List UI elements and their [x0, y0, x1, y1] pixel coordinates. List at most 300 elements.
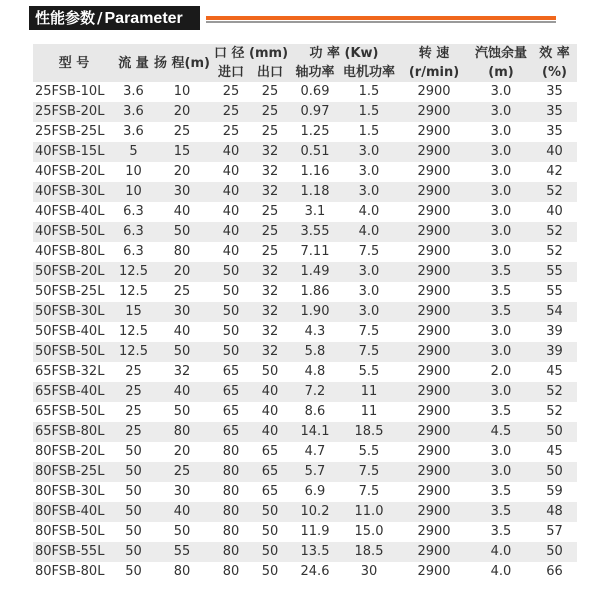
table-cell: 50 [250, 522, 290, 542]
table-cell: 32 [250, 282, 290, 302]
table-cell: 40 [212, 242, 250, 262]
table-cell: 50 [115, 462, 152, 482]
table-cell: 0.97 [290, 102, 340, 122]
table-cell: 2900 [398, 362, 470, 382]
table-cell: 4.3 [290, 322, 340, 342]
header-inlet: 进口 [212, 63, 250, 82]
header-speed-label: 转 速 [418, 46, 450, 61]
table-row [33, 322, 577, 342]
header-speed-unit: (r/min) [408, 65, 460, 80]
table-cell: 25 [250, 242, 290, 262]
table-row [33, 82, 577, 102]
table-cell: 2900 [398, 162, 470, 182]
table-cell: 32 [152, 362, 212, 382]
table-cell: 15 [152, 142, 212, 162]
table-cell: 0.69 [290, 82, 340, 102]
table-cell: 1.90 [290, 302, 340, 322]
header-npsh-label: 汽蚀余量 [474, 46, 527, 61]
table-cell: 59 [532, 482, 577, 502]
title-cn: 性能参数 [35, 9, 96, 27]
table-cell: 65 [212, 362, 250, 382]
header-efficiency [532, 44, 577, 82]
table-cell: 50 [212, 262, 250, 282]
table-cell: 7.5 [340, 482, 398, 502]
table-cell: 11.9 [290, 522, 340, 542]
table-cell: 7.11 [290, 242, 340, 262]
table-cell: 50 [250, 362, 290, 382]
table-cell: 3.0 [470, 122, 532, 142]
table-cell: 4.8 [290, 362, 340, 382]
table-cell: 65 [250, 442, 290, 462]
table-cell: 25 [115, 422, 152, 442]
table-cell: 2900 [398, 282, 470, 302]
table-cell: 25 [152, 122, 212, 142]
table-cell: 50 [250, 502, 290, 522]
table-cell: 25FSB-20L [33, 102, 115, 122]
table-cell: 80 [212, 442, 250, 462]
section-title-bar [29, 6, 556, 30]
table-cell: 2900 [398, 422, 470, 442]
table-cell: 12.5 [115, 262, 152, 282]
table-row [33, 222, 577, 242]
table-cell: 2900 [398, 502, 470, 522]
table-cell: 55 [532, 282, 577, 302]
table-cell: 4.0 [340, 202, 398, 222]
table-cell: 65FSB-32L [33, 362, 115, 382]
table-cell: 35 [532, 82, 577, 102]
table-cell: 50FSB-25L [33, 282, 115, 302]
table-cell: 2900 [398, 302, 470, 322]
table-cell: 25 [152, 282, 212, 302]
table-cell: 3.55 [290, 222, 340, 242]
header-flow: 流 量 [115, 44, 152, 82]
table-cell: 12.5 [115, 342, 152, 362]
table-cell: 3.0 [340, 182, 398, 202]
table-cell: 32 [250, 322, 290, 342]
table-row [33, 262, 577, 282]
table-cell: 80FSB-55L [33, 542, 115, 562]
table-cell: 80 [152, 562, 212, 582]
table-cell: 1.49 [290, 262, 340, 282]
table-cell: 39 [532, 322, 577, 342]
parameter-table [33, 44, 577, 582]
table-cell: 50FSB-50L [33, 342, 115, 362]
table-cell: 32 [250, 302, 290, 322]
header-diameter: 口 径 (mm) [213, 46, 289, 61]
table-cell: 65 [212, 382, 250, 402]
table-cell: 15 [115, 302, 152, 322]
table-cell: 30 [152, 182, 212, 202]
table-cell: 80FSB-30L [33, 482, 115, 502]
table-cell: 3.0 [470, 82, 532, 102]
header-motor-power: 电机功率 [340, 63, 398, 82]
table-cell: 2900 [398, 482, 470, 502]
table-cell: 40FSB-20L [33, 162, 115, 182]
table-cell: 65 [212, 402, 250, 422]
table-cell: 50 [212, 342, 250, 362]
table-row [33, 442, 577, 462]
table-cell: 65 [250, 462, 290, 482]
table-cell: 25 [250, 122, 290, 142]
table-cell: 25 [115, 402, 152, 422]
table-cell: 80 [212, 522, 250, 542]
table-cell: 3.5 [470, 402, 532, 422]
table-cell: 40 [212, 202, 250, 222]
header-shaft-power: 轴功率 [290, 63, 340, 82]
table-cell: 1.5 [340, 122, 398, 142]
table-cell: 32 [250, 162, 290, 182]
table-cell: 50 [115, 522, 152, 542]
table-cell: 2900 [398, 462, 470, 482]
table-cell: 80FSB-80L [33, 562, 115, 582]
table-cell: 24.6 [290, 562, 340, 582]
table-row [33, 342, 577, 362]
table-cell: 50 [115, 482, 152, 502]
table-cell: 25 [250, 222, 290, 242]
table-cell: 40 [250, 402, 290, 422]
table-row [33, 282, 577, 302]
table-cell: 3.1 [290, 202, 340, 222]
table-cell: 2900 [398, 82, 470, 102]
table-row [33, 242, 577, 262]
table-cell: 52 [532, 182, 577, 202]
table-cell: 2900 [398, 562, 470, 582]
table-cell: 2900 [398, 182, 470, 202]
table-cell: 50FSB-20L [33, 262, 115, 282]
table-cell: 40 [212, 222, 250, 242]
header-npsh [470, 44, 532, 82]
table-row [33, 462, 577, 482]
header-efficiency-unit: (%) [542, 65, 567, 80]
table-cell: 2900 [398, 262, 470, 282]
table-row [33, 402, 577, 422]
table-cell: 55 [532, 262, 577, 282]
table-cell: 2900 [398, 382, 470, 402]
table-cell: 11 [340, 382, 398, 402]
table-cell: 11.0 [340, 502, 398, 522]
table-cell: 12.5 [115, 322, 152, 342]
table-cell: 3.5 [470, 262, 532, 282]
table-cell: 25FSB-10L [33, 82, 115, 102]
header-npsh-unit: (m) [488, 65, 514, 80]
table-cell: 50 [152, 402, 212, 422]
table-cell: 5.5 [340, 362, 398, 382]
table-cell: 3.5 [470, 502, 532, 522]
table-cell: 20 [152, 442, 212, 462]
table-cell: 5.8 [290, 342, 340, 362]
table-cell: 3.0 [470, 342, 532, 362]
table-cell: 32 [250, 142, 290, 162]
table-cell: 42 [532, 162, 577, 182]
table-cell: 2900 [398, 522, 470, 542]
table-row [33, 182, 577, 202]
table-cell: 80 [212, 482, 250, 502]
table-cell: 40 [152, 322, 212, 342]
table-cell: 80 [152, 242, 212, 262]
table-cell: 25 [212, 82, 250, 102]
table-cell: 3.5 [470, 302, 532, 322]
table-cell: 25FSB-25L [33, 122, 115, 142]
table-cell: 3.0 [470, 462, 532, 482]
table-cell: 2900 [398, 242, 470, 262]
table-cell: 50 [152, 342, 212, 362]
table-cell: 25 [212, 122, 250, 142]
table-cell: 1.16 [290, 162, 340, 182]
table-row [33, 382, 577, 402]
table-cell: 5.5 [340, 442, 398, 462]
table-cell: 50 [115, 562, 152, 582]
table-cell: 3.5 [470, 482, 532, 502]
table-cell: 3.0 [470, 222, 532, 242]
table-cell: 3.0 [470, 202, 532, 222]
title-accent-line [206, 16, 556, 20]
table-cell: 3.0 [470, 382, 532, 402]
table-cell: 14.1 [290, 422, 340, 442]
table-row [33, 482, 577, 502]
table-cell: 50 [532, 422, 577, 442]
table-cell: 52 [532, 242, 577, 262]
table-cell: 1.86 [290, 282, 340, 302]
table-cell: 39 [532, 342, 577, 362]
table-cell: 4.0 [470, 542, 532, 562]
table-cell: 45 [532, 442, 577, 462]
table-cell: 40FSB-30L [33, 182, 115, 202]
table-cell: 30 [340, 562, 398, 582]
table-cell: 32 [250, 262, 290, 282]
table-cell: 50 [115, 502, 152, 522]
table-cell: 1.5 [340, 102, 398, 122]
table-cell: 3.0 [470, 322, 532, 342]
header-speed [398, 44, 470, 82]
table-cell: 40FSB-15L [33, 142, 115, 162]
table-cell: 65 [212, 422, 250, 442]
table-cell: 50FSB-30L [33, 302, 115, 322]
table-cell: 65 [250, 482, 290, 502]
header-efficiency-label: 效 率 [539, 46, 570, 61]
table-cell: 3.5 [470, 282, 532, 302]
table-cell: 4.5 [470, 422, 532, 442]
table-cell: 45 [532, 362, 577, 382]
table-cell: 13.5 [290, 542, 340, 562]
title-rule-line [206, 21, 556, 23]
table-cell: 25 [115, 382, 152, 402]
table-cell: 80 [212, 502, 250, 522]
table-cell: 65FSB-50L [33, 402, 115, 422]
table-cell: 50 [532, 462, 577, 482]
table-cell: 11 [340, 402, 398, 422]
table-cell: 2900 [398, 342, 470, 362]
table-cell: 50 [212, 282, 250, 302]
header-outlet: 出口 [250, 63, 290, 82]
table-cell: 80FSB-20L [33, 442, 115, 462]
table-cell: 32 [250, 182, 290, 202]
table-cell: 2900 [398, 102, 470, 122]
table-cell: 6.3 [115, 222, 152, 242]
header-head: 扬 程(m) [152, 44, 212, 82]
table-cell: 50 [152, 522, 212, 542]
table-cell: 25 [250, 202, 290, 222]
table-cell: 80FSB-50L [33, 522, 115, 542]
table-row [33, 162, 577, 182]
table-cell: 3.6 [115, 122, 152, 142]
header-model: 型 号 [33, 44, 115, 82]
table-cell: 20 [152, 262, 212, 282]
table-cell: 12.5 [115, 282, 152, 302]
table-cell: 40FSB-50L [33, 222, 115, 242]
table-cell: 52 [532, 222, 577, 242]
table-cell: 40FSB-80L [33, 242, 115, 262]
table-row [33, 202, 577, 222]
table-cell: 40 [250, 382, 290, 402]
table-cell: 40 [152, 202, 212, 222]
section-title [29, 6, 200, 30]
table-cell: 50 [212, 322, 250, 342]
table-cell: 35 [532, 102, 577, 122]
table-cell: 6.3 [115, 202, 152, 222]
table-cell: 3.0 [470, 162, 532, 182]
table-cell: 80 [212, 462, 250, 482]
table-cell: 2900 [398, 142, 470, 162]
table-cell: 6.9 [290, 482, 340, 502]
table-cell: 18.5 [340, 542, 398, 562]
table-cell: 4.0 [340, 222, 398, 242]
table-cell: 5.7 [290, 462, 340, 482]
table-cell: 3.0 [340, 162, 398, 182]
table-row [33, 122, 577, 142]
table-cell: 3.0 [340, 302, 398, 322]
table-cell: 20 [152, 102, 212, 122]
table-cell: 7.5 [340, 462, 398, 482]
table-cell: 3.0 [340, 142, 398, 162]
table-cell: 10 [152, 82, 212, 102]
table-cell: 80 [152, 422, 212, 442]
table-cell: 40 [212, 182, 250, 202]
table-cell: 80 [212, 542, 250, 562]
table-cell: 50 [250, 542, 290, 562]
table-cell: 7.5 [340, 242, 398, 262]
table-cell: 30 [152, 302, 212, 322]
table-cell: 40 [532, 142, 577, 162]
table-header [33, 44, 577, 82]
table-cell: 32 [250, 342, 290, 362]
table-cell: 2900 [398, 442, 470, 462]
table-cell: 3.0 [470, 242, 532, 262]
table-cell: 18.5 [340, 422, 398, 442]
table-cell: 40 [212, 142, 250, 162]
table-cell: 50FSB-40L [33, 322, 115, 342]
table-cell: 3.0 [340, 282, 398, 302]
table-row [33, 142, 577, 162]
table-cell: 50 [532, 542, 577, 562]
table-cell: 40 [152, 382, 212, 402]
table-cell: 40FSB-40L [33, 202, 115, 222]
table-cell: 57 [532, 522, 577, 542]
table-cell: 80FSB-40L [33, 502, 115, 522]
table-cell: 25 [250, 102, 290, 122]
table-cell: 66 [532, 562, 577, 582]
table-cell: 30 [152, 482, 212, 502]
table-cell: 10 [115, 162, 152, 182]
table-cell: 1.18 [290, 182, 340, 202]
table-row [33, 422, 577, 442]
table-cell: 20 [152, 162, 212, 182]
table-cell: 40 [250, 422, 290, 442]
table-cell: 4.7 [290, 442, 340, 462]
table-cell: 65FSB-80L [33, 422, 115, 442]
table-cell: 50 [212, 302, 250, 322]
table-cell: 25 [152, 462, 212, 482]
table-cell: 48 [532, 502, 577, 522]
table-cell: 50 [152, 222, 212, 242]
table-cell: 3.0 [470, 142, 532, 162]
table-cell: 1.25 [290, 122, 340, 142]
table-cell: 0.51 [290, 142, 340, 162]
title-en: Parameter [104, 10, 183, 27]
table-cell: 2900 [398, 222, 470, 242]
table-cell: 7.2 [290, 382, 340, 402]
table-cell: 8.6 [290, 402, 340, 422]
table-row [33, 562, 577, 582]
table-row [33, 522, 577, 542]
table-cell: 40 [152, 502, 212, 522]
table-cell: 6.3 [115, 242, 152, 262]
table-cell: 3.0 [470, 182, 532, 202]
table-cell: 50 [115, 542, 152, 562]
table-cell: 3.0 [340, 262, 398, 282]
table-cell: 2900 [398, 322, 470, 342]
table-cell: 4.0 [470, 562, 532, 582]
table-cell: 55 [152, 542, 212, 562]
table-cell: 3.6 [115, 82, 152, 102]
table-cell: 25 [115, 362, 152, 382]
table-cell: 15.0 [340, 522, 398, 542]
table-cell: 2900 [398, 122, 470, 142]
table-cell: 3.0 [470, 442, 532, 462]
table-cell: 35 [532, 122, 577, 142]
table-cell: 65FSB-40L [33, 382, 115, 402]
table-cell: 3.6 [115, 102, 152, 122]
table-cell: 3.0 [470, 102, 532, 122]
table-cell: 52 [532, 402, 577, 422]
table-cell: 25 [250, 82, 290, 102]
table-cell: 2900 [398, 402, 470, 422]
table-cell: 10 [115, 182, 152, 202]
table-cell: 50 [250, 562, 290, 582]
table-cell: 80FSB-25L [33, 462, 115, 482]
table-cell: 52 [532, 382, 577, 402]
title-separator: / [97, 9, 103, 27]
table-cell: 40 [212, 162, 250, 182]
header-power: 功 率 (Kw) [290, 44, 398, 63]
table-body [33, 82, 577, 582]
table-row [33, 502, 577, 522]
table-row [33, 302, 577, 322]
table-cell: 1.5 [340, 82, 398, 102]
table-cell: 5 [115, 142, 152, 162]
table-cell: 7.5 [340, 322, 398, 342]
table-cell: 50 [115, 442, 152, 462]
table-cell: 80 [212, 562, 250, 582]
table-cell: 10.2 [290, 502, 340, 522]
table-cell: 54 [532, 302, 577, 322]
table-row [33, 542, 577, 562]
table-cell: 2.0 [470, 362, 532, 382]
table-cell: 2900 [398, 542, 470, 562]
table-cell: 2900 [398, 202, 470, 222]
table-cell: 25 [212, 102, 250, 122]
table-row [33, 362, 577, 382]
table-cell: 40 [532, 202, 577, 222]
